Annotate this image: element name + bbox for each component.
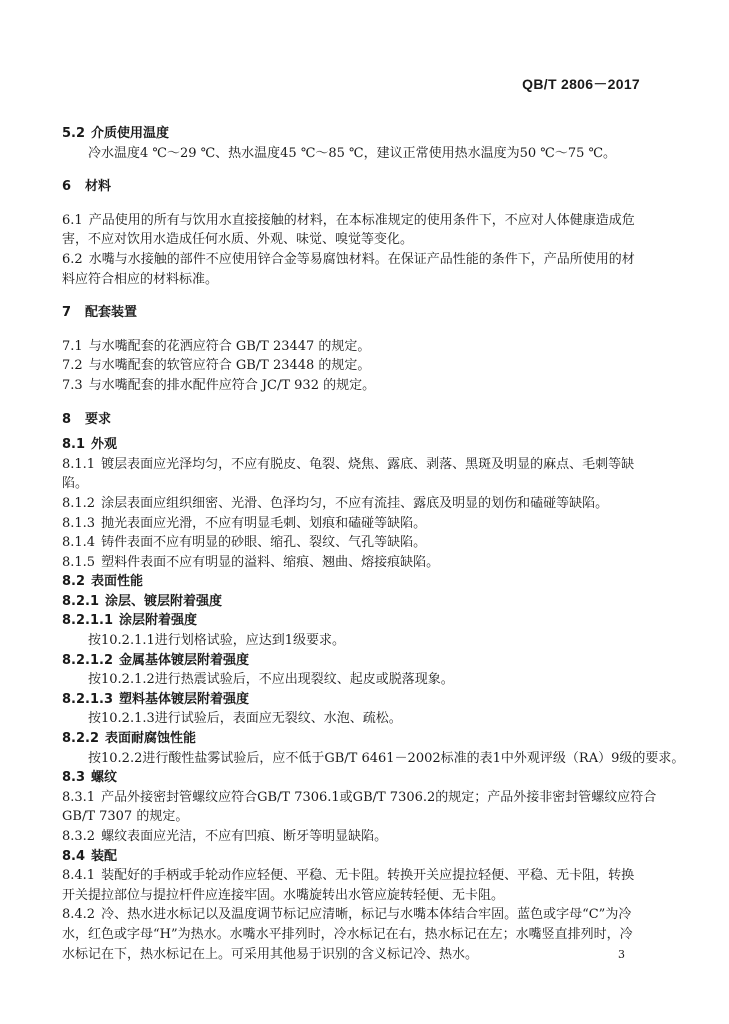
paragraph-continuation xyxy=(62,945,644,965)
clause-text: 材料 xyxy=(85,179,112,195)
paragraph-line xyxy=(62,670,644,690)
section-heading xyxy=(62,768,644,788)
section-heading xyxy=(62,410,644,430)
section-heading xyxy=(62,303,644,323)
spacer xyxy=(62,323,644,337)
clause-text: 表面性能 xyxy=(91,574,144,590)
clause-text: GB/T 7307 的规定。 xyxy=(62,809,189,825)
section-heading xyxy=(62,690,644,710)
clause-number: 7 xyxy=(62,305,72,321)
clause-text: 按10.2.1.3进行试验后，表面应无裂纹、水泡、疏松。 xyxy=(88,711,402,727)
paragraph-line xyxy=(62,631,644,651)
section-heading xyxy=(62,651,644,671)
clause-text: 涂层附着强度 xyxy=(119,613,198,629)
clause-text: 抛光表面应光滑，不应有明显毛刺、划痕和磕碰等缺陷。 xyxy=(101,515,427,531)
numbered-paragraph xyxy=(62,827,644,847)
clause-text: 金属基体镀层附着强度 xyxy=(119,652,250,668)
clause-text: 产品使用的所有与饮用水直接接触的材料，在本标准规定的使用条件下，不应对人体健康造成危 xyxy=(88,212,635,228)
spacer xyxy=(62,197,644,211)
section-heading xyxy=(62,847,644,867)
clause-number: 6.1 xyxy=(62,212,83,228)
clause-number: 8.3.2 xyxy=(62,829,96,844)
clause-number: 8.3.1 xyxy=(62,789,96,805)
paragraph-continuation xyxy=(62,230,644,250)
numbered-paragraph xyxy=(62,553,644,573)
clause-text: 与水嘴配套的软管应符合 GB/T 23448 的规定。 xyxy=(88,358,371,374)
clause-text: 塑料件表面不应有明显的溢料、缩痕、翘曲、熔接痕缺陷。 xyxy=(101,554,440,570)
clause-number: 8.2.1.3 xyxy=(62,691,113,707)
clause-number: 5.2 xyxy=(62,126,86,141)
clause-text: 料应符合相应的材料标准。 xyxy=(62,271,219,287)
clause-number: 7.3 xyxy=(62,377,83,393)
spacer xyxy=(62,396,644,410)
clause-text: 产品外接密封管螺纹应符合GB/T 7306.1或GB/T 7306.2的规定；产品外接非密封管螺纹应符合 xyxy=(101,789,657,805)
clause-text: 配套装置 xyxy=(85,305,138,321)
paragraph-line xyxy=(62,749,685,769)
clause-number: 8.1.5 xyxy=(62,554,96,570)
clause-number: 8.2 xyxy=(62,574,86,590)
numbered-paragraph xyxy=(62,455,644,475)
paragraph-continuation xyxy=(62,807,644,827)
clause-number: 8.3 xyxy=(62,770,86,786)
clause-number: 8.1.3 xyxy=(62,515,96,531)
clause-number: 8.2.1.2 xyxy=(62,652,113,668)
numbered-paragraph xyxy=(62,533,644,553)
clause-text: 要求 xyxy=(85,411,112,427)
clause-number: 8 xyxy=(62,411,72,427)
section-heading xyxy=(62,572,644,592)
section-heading xyxy=(62,435,644,455)
clause-text: 表面耐腐蚀性能 xyxy=(105,731,197,747)
spacer xyxy=(62,289,644,303)
clause-text: 镀层表面应光泽均匀，不应有脱皮、龟裂、烧焦、露底、剥落、黑斑及明显的麻点、毛刺等缺 xyxy=(101,456,635,472)
numbered-paragraph xyxy=(62,250,644,270)
clause-text: 螺纹 xyxy=(91,770,118,786)
clause-number: 8.1.2 xyxy=(62,495,96,511)
clause-number: 8.4.2 xyxy=(62,907,96,923)
clause-text: 涂层、镀层附着强度 xyxy=(105,593,223,609)
clause-text: 外观 xyxy=(91,437,118,453)
clause-text: 开关提拉部位与提拉杆件应连接牢固。水嘴旋转出水管应旋转轻便、无卡阻。 xyxy=(62,887,505,903)
clause-text: 按10.2.2进行酸性盐雾试验后，应不低于GB/T 6461－2002标准的表1中外观评级（RA）9级的要求。 xyxy=(88,750,685,766)
section-heading xyxy=(62,729,644,749)
clause-text: 涂层表面应组织细密、光滑、色泽均匀，不应有流挂、露底及明显的划伤和磕碰等缺陷。 xyxy=(101,495,609,511)
clause-text: 冷、热水进水标记以及温度调节标记应清晰，标记与水嘴本体结合牢固。蓝色或字母“C”为冷 xyxy=(101,907,632,923)
clause-text: 与水嘴配套的排水配件应符合 JC/T 932 的规定。 xyxy=(88,377,376,393)
section-heading xyxy=(62,177,644,197)
clause-number: 6 xyxy=(62,179,72,195)
section-heading xyxy=(62,611,644,631)
paragraph-line xyxy=(62,709,644,729)
paragraph-continuation xyxy=(62,886,644,906)
clause-number: 6.2 xyxy=(62,251,83,267)
numbered-paragraph xyxy=(62,866,644,886)
clause-number: 8.2.1.1 xyxy=(62,613,113,629)
clause-text: 害，不应对饮用水造成任何水质、外观、味觉、嗅觉等变化。 xyxy=(62,232,414,248)
numbered-paragraph xyxy=(62,211,644,231)
paragraph-continuation xyxy=(62,925,644,945)
clause-text: 塑料基体镀层附着强度 xyxy=(119,691,250,707)
clause-text: 装配 xyxy=(91,848,118,864)
page-number: 3 xyxy=(618,948,625,961)
clause-text: 水标记在下，热水标记在上。可采用其他易于识别的含义标记冷、热水。 xyxy=(62,946,479,962)
clause-text: 螺纹表面应光洁，不应有凹痕、断牙等明显缺陷。 xyxy=(101,829,388,844)
paragraph-continuation xyxy=(62,474,644,494)
clause-number: 8.1 xyxy=(62,437,86,453)
clause-number: 8.4 xyxy=(62,848,86,864)
clause-number: 7.1 xyxy=(62,338,83,354)
clause-number: 8.2.2 xyxy=(62,731,100,747)
numbered-paragraph xyxy=(62,337,644,357)
clause-text: 按10.2.1.1进行划格试验，应达到1级要求。 xyxy=(88,633,346,649)
clause-text: 装配好的手柄或手轮动作应轻便、平稳、无卡阻。转换开关应提拉轻便、平稳、无卡阻，转换 xyxy=(101,868,635,884)
numbered-paragraph xyxy=(62,905,644,925)
standard-number: QB/T 2806－2017 xyxy=(522,76,640,92)
numbered-paragraph xyxy=(62,356,644,376)
clause-text: 介质使用温度 xyxy=(91,126,170,141)
clause-number: 8.1.4 xyxy=(62,535,96,551)
clause-text: 水，红色或字母“H”为热水。水嘴水平排列时，冷水标记在右，热水标记在左；水嘴竖直排列时，冷 xyxy=(62,926,633,942)
numbered-paragraph xyxy=(62,788,657,808)
clause-text: 与水嘴配套的花洒应符合 GB/T 23447 的规定。 xyxy=(88,338,371,354)
spacer xyxy=(62,163,644,177)
clause-text: 铸件表面不应有明显的砂眼、缩孔、裂纹、气孔等缺陷。 xyxy=(101,535,427,551)
clause-number: 8.2.1 xyxy=(62,593,100,609)
clause-text: 冷水温度4 ℃～29 ℃、热水温度45 ℃～85 ℃，建议正常使用热水温度为50 ℃～75 ℃。 xyxy=(88,145,617,161)
clause-number: 8.1.1 xyxy=(62,456,96,472)
clause-text: 水嘴与水接触的部件不应使用锌合金等易腐蚀材料。在保证产品性能的条件下，产品所使用的材 xyxy=(88,251,635,267)
clause-number: 8.4.1 xyxy=(62,868,96,884)
document-body xyxy=(62,124,685,964)
section-heading xyxy=(62,592,644,612)
paragraph-line xyxy=(62,144,644,164)
paragraph-continuation xyxy=(62,270,644,290)
clause-text: 陷。 xyxy=(62,476,89,492)
clause-number: 7.2 xyxy=(62,358,83,374)
numbered-paragraph xyxy=(62,494,644,514)
clause-text: 按10.2.1.2进行热震试验后，不应出现裂纹、起皮或脱落现象。 xyxy=(88,672,454,688)
numbered-paragraph xyxy=(62,514,644,534)
section-heading xyxy=(62,124,644,144)
numbered-paragraph xyxy=(62,376,644,396)
